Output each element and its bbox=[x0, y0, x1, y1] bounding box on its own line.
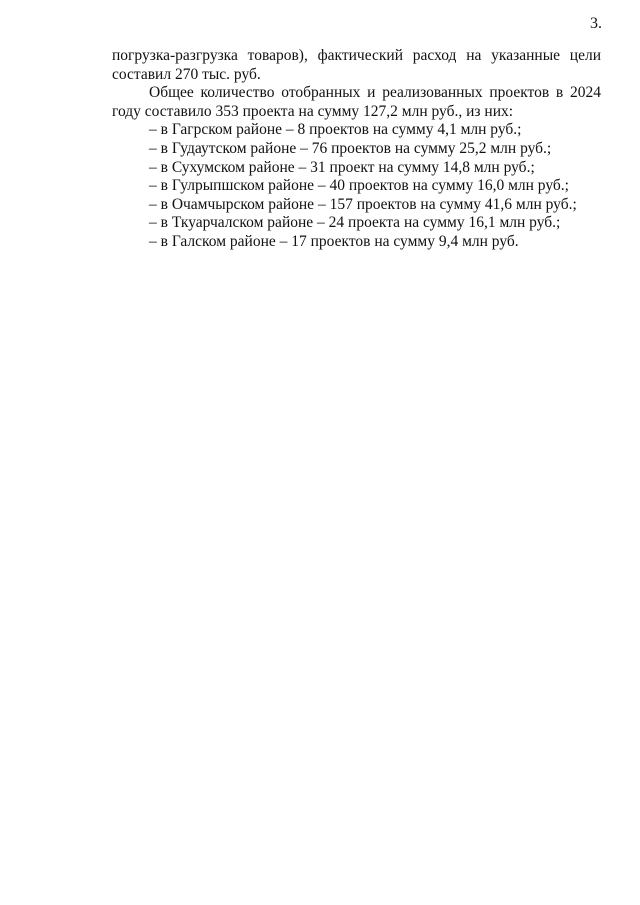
list-item: – в Очамчырском районе – 157 проектов на сумму 41,6 млн руб.; bbox=[149, 195, 577, 213]
list-item: – в Сухумском районе – 31 проект на сумму 14,8 млн руб.; bbox=[149, 158, 535, 176]
continuation-line-2: составил 270 тыс. руб. bbox=[112, 65, 261, 83]
list-item: – в Ткуарчалском районе – 24 проекта на сумму 16,1 млн руб.; bbox=[149, 214, 561, 232]
summary-line-1: Общее количество отобранных и реализованных проектов в 2024 bbox=[149, 84, 601, 102]
list-item: – в Гулрыпшском районе – 40 проектов на сумму 16,0 млн руб.; bbox=[149, 177, 569, 195]
continuation-line-1: погрузка-разгрузка товаров), фактический расход на указанные цели bbox=[112, 47, 601, 64]
list-item: – в Гудаутском районе – 76 проектов на сумму 25,2 млн руб.; bbox=[149, 139, 552, 157]
district-list bbox=[112, 121, 601, 251]
list-item: – в Гагрском районе – 8 проектов на сумму 4,1 млн руб.; bbox=[149, 121, 522, 139]
page-number: 3. bbox=[590, 15, 602, 32]
list-item: – в Галском районе – 17 проектов на сумму 9,4 млн руб. bbox=[149, 232, 519, 250]
document-body bbox=[112, 47, 601, 252]
summary-line-2: году составило 353 проекта на сумму 127,2 млн руб., из них: bbox=[112, 102, 514, 120]
